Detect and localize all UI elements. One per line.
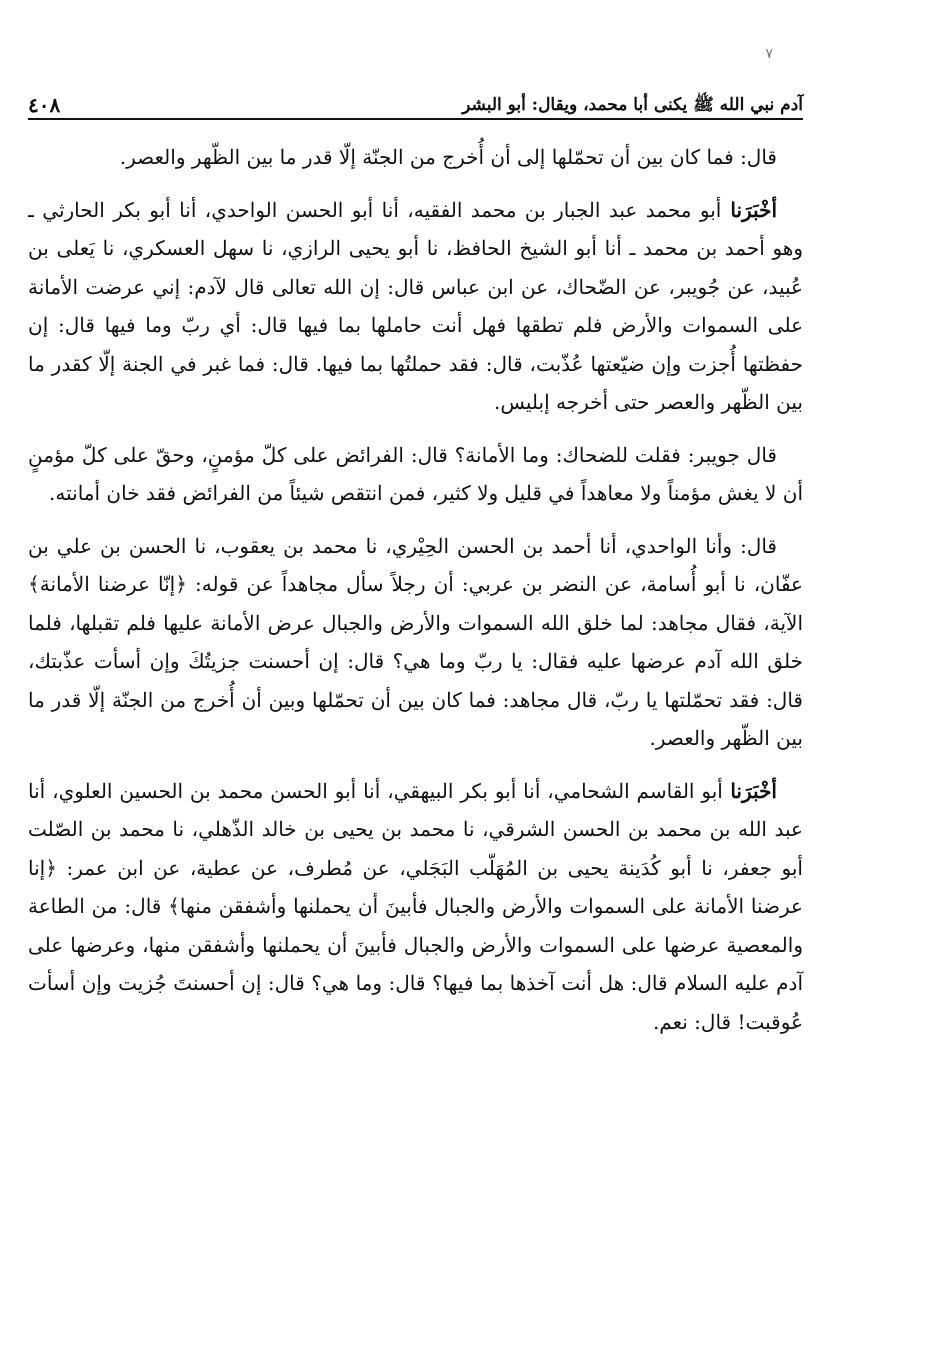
paragraph-text: أبو محمد عبد الجبار بن محمد الفقيه، أنا أبو الحسن الواحدي، أنا أبو بكر الحارثي ـ وهو أحمد بن محمد ـ أنا أبو الشيخ الحافظ، نا أبو يحيى الرازي، نا سهل العسكري، نا يَعلى بن عُبيد، عن جُويبر، عن الضّحاك، عن ابن عباس قال: إن الله تعالى قال لآدم: إني عرضت الأمانة على السموات والأرض فلم تطقها فهل أنت حاملها بما فيها قال: أي ربّ وما فيها قال: إن حفظتها أُجزت وإن ضيّعتها عُذّبت، قال: فقد حملتُها بما فيها. قال: فما غبر في الجنة إلّا كقدر ما بين الظّهر والعصر حتى أخرجه إبليس. [28,197,803,414]
page-header [28,84,803,120]
corner-mark: ٧ [765,46,773,62]
paragraph-lead: أخْبَرَنا [721,197,778,222]
paragraph-2 [28,191,803,422]
paragraph-5 [28,772,803,1042]
page-number: ٤٠٨ [28,93,61,117]
paragraph-text: قال جويبر: فقلت للضحاك: وما الأمانة؟ قال: الفرائض على كلّ مؤمنٍ، وحقّ على كلّ مؤمنٍ أن لا يغش مؤمناً ولا معاهداً في قليل ولا كثير، فمن انتقص شيئاً من الفرائض فقد خان أمانته. [28,442,803,505]
paragraph-text: أبو القاسم الشحامي، أنا أبو بكر البيهقي، أنا أبو الحسن محمد بن الحسين العلوي، أنا عبد الله بن محمد بن الحسن الشرقي، نا محمد بن يحيى بن خالد الذّهلي، نا محمد بن الصّلت أبو جعفر، نا أبو كُدَينة يحيى بن المُهَلّب البَجَلي، عن مُطرف، عن عطية، عن ابن عمر: ﴿إنا عرضنا الأمانة على السموات والأرض والجبال فأبينَ أن يحملنها وأشفقن منها﴾ قال: من الطاعة والمعصية عرضها على السموات والأرض والجبال فأبينَ أن يحملنها وأشفقن منها، وعرضها على آدم عليه السلام قال: هل أنت آخذها بما فيها؟ قال: وما هي؟ قال: إن أحسنتَ جُزيت وإن أسأت عُوقبت! قال: نعم. [28,778,803,1034]
paragraph-4 [28,527,803,758]
paragraph-text: قال: فما كان بين أن تحمّلها إلى أن أُخرج من الجنّة إلّا قدر ما بين الظّهر والعصر. [119,145,777,169]
paragraph-text: قال: وأنا الواحدي، أنا أحمد بن الحسن الحِيْري، نا محمد بن يعقوب، نا الحسن بن علي بن عفّان، نا أبو أُسامة، عن النضر بن عربي: أن رجلاً سأل مجاهداً عن قوله: ﴿إنّا عرضنا الأمانة﴾ الآية، فقال مجاهد: لما خلق الله السموات والأرض والجبال عرض الأمانة عليها فلم تقبلها، فلما خلق الله آدم عرضها عليه فقال: يا ربّ وما هي؟ قال: إن أحسنت جزيتُكَ وإن أسأت عذّبتك، قال: فقد تحمّلتها يا ربّ، قال مجاهد: فما كان بين أن تحمّلها وبين أن أُخرج من الجنّة إلّا قدر ما بين الظّهر والعصر. [28,533,803,750]
paragraph-3 [28,436,803,513]
paragraph-lead: أخْبَرَنا [722,778,777,803]
running-title: آدم نبي الله ﷺ يكنى أبا محمد، ويقال: أبو البشر [462,95,803,115]
page-body [28,138,803,1055]
paragraph-1 [28,138,803,177]
